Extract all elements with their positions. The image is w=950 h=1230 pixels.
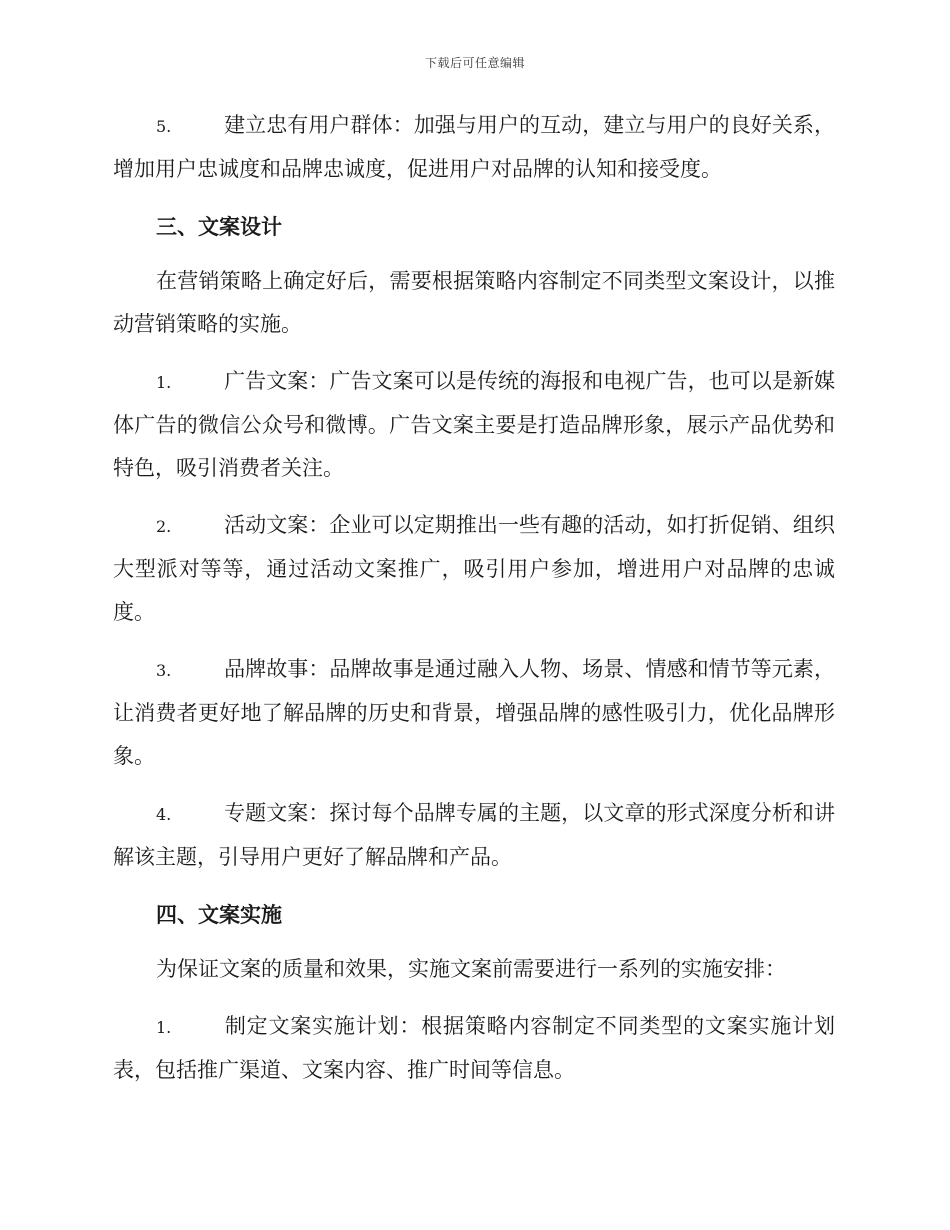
list-item-text: 专题文案：探讨每个品牌专属的主题，以文章的形式深度分析和讲解该主题，引导用户更好了解品牌和产品。: [113, 801, 835, 869]
document-body: [113, 104, 835, 1106]
list-item: [113, 504, 835, 634]
list-item-text: 建立忠有用户群体：加强与用户的互动，建立与用户的良好关系，增加用户忠诚度和品牌忠诚度，促进用户对品牌的认知和接受度。: [113, 113, 835, 181]
list-number: 3.: [156, 661, 172, 680]
list-number: 1.: [156, 373, 172, 392]
paragraph: 在营销策略上确定好后，需要根据策略内容制定不同类型文案设计，以推动营销策略的实施。: [113, 269, 835, 336]
list-item: [113, 360, 835, 490]
list-item-text: 活动文案：企业可以定期推出一些有趣的活动，如打折促销、组织大型派对等等，通过活动文案推广，吸引用户参加，增进用户对品牌的忠诚度。: [113, 513, 835, 624]
paragraph: 为保证文案的质量和效果，实施文案前需要进行一系列的实施安排：: [156, 957, 786, 981]
list-item: [113, 648, 835, 778]
list-number: 1.: [156, 1018, 172, 1037]
section-heading: 三、文案设计: [156, 214, 282, 239]
list-item: [113, 1005, 835, 1092]
list-number: 5.: [156, 117, 172, 136]
list-item-text: 品牌故事：品牌故事是通过融入人物、场景、情感和情节等元素，让消费者更好地了解品牌的历史和背景，增强品牌的感性吸引力，优化品牌形象。: [113, 657, 835, 768]
list-item-text: 制定文案实施计划：根据策略内容制定不同类型的文案实施计划表，包括推广渠道、文案内容、推广时间等信息。: [113, 1014, 835, 1082]
list-item-text: 广告文案：广告文案可以是传统的海报和电视广告，也可以是新媒体广告的微信公众号和微博。广告文案主要是打造品牌形象，展示产品优势和特色，吸引消费者关注。: [113, 369, 835, 480]
section-heading: 四、文案实施: [156, 902, 282, 927]
list-number: 2.: [156, 517, 172, 536]
list-item: [113, 792, 835, 879]
page-header: 下载后可任意编辑: [424, 56, 525, 70]
list-item: [113, 104, 835, 191]
list-number: 4.: [156, 805, 172, 824]
